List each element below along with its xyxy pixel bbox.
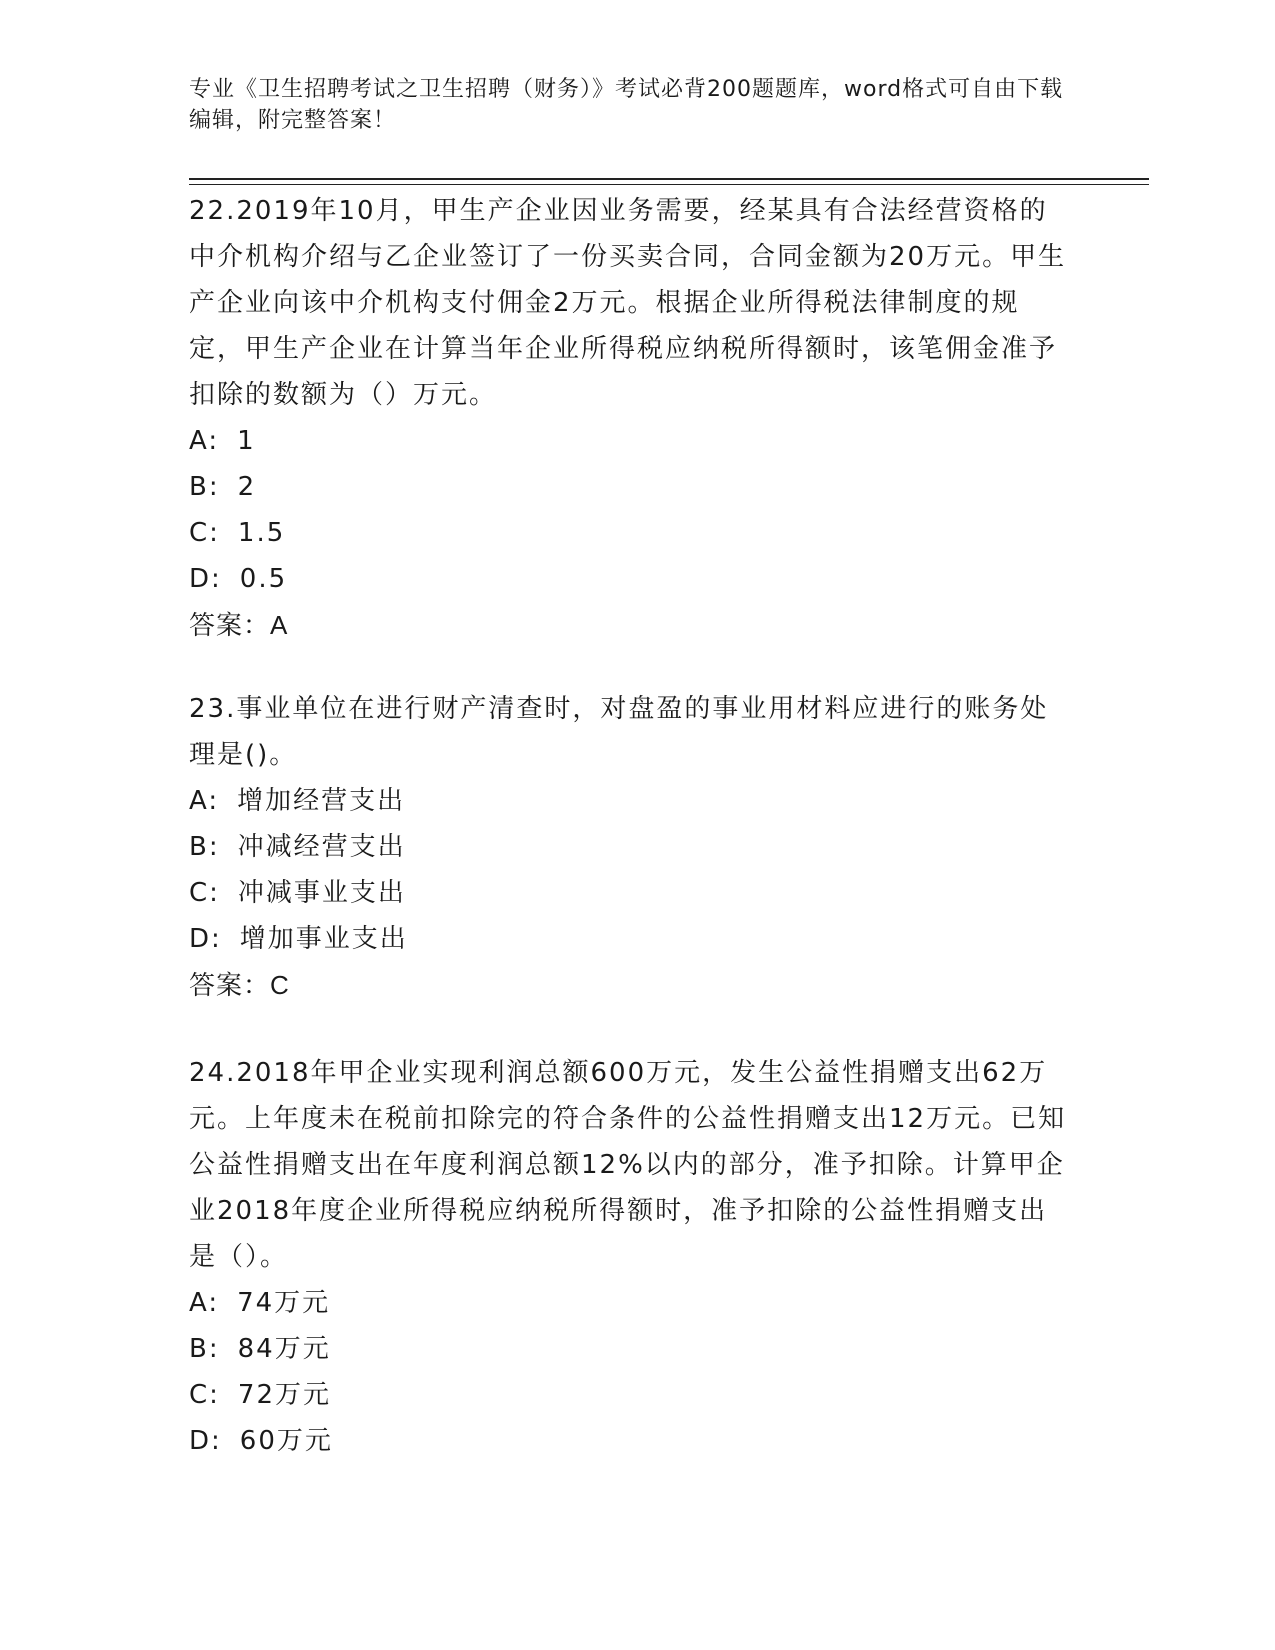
option-d [189,1418,1069,1464]
answer-line: 答案：C [189,970,290,1000]
option-text: 冲减事业支出 [237,878,406,908]
answer-line: 答案：A [189,610,289,640]
question-22 [189,188,1069,648]
option-text: 冲减经营支出 [237,832,406,862]
document-header [189,74,1069,136]
option-letter: D: [189,564,222,594]
option-text: 0.5 [239,564,288,594]
option-letter: B: [189,472,220,502]
option-letter: C: [189,518,220,548]
option-text: 1.5 [237,518,286,548]
option-letter: A: [189,786,220,816]
option-letter: C: [189,878,220,908]
option-letter: C: [189,1380,220,1410]
option-letter: D: [189,1426,222,1456]
question-23 [189,686,1069,1008]
option-text: 1 [237,426,256,456]
question-24 [189,1050,1069,1464]
option-c [189,510,1069,556]
option-c [189,870,1069,916]
question-stem: 24.2018年甲企业实现利润总额600万元，发生公益性捐赠支出62万元。上年度未在税前扣除完的符合条件的公益性捐赠支出12万元。已知公益性捐赠支出在年度利润总额12%以内的部分，准予扣除。计算甲企业2018年度企业所得税应纳税所得额时，准予扣除的公益性捐赠支出是（）。 [189,1058,1067,1272]
option-text: 72万元 [237,1380,332,1410]
option-b [189,1326,1069,1372]
option-d [189,556,1069,602]
option-text: 60万元 [239,1426,333,1456]
option-text: 74万元 [237,1288,331,1318]
option-text: 2 [237,472,257,502]
option-d [189,916,1069,962]
option-letter: B: [189,1334,220,1364]
option-a [189,418,1069,464]
header-divider-top [189,178,1149,180]
option-a [189,1280,1069,1326]
question-stem: 23.事业单位在进行财产清查时，对盘盈的事业用材料应进行的账务处理是()。 [189,694,1049,770]
option-text: 84万元 [237,1334,331,1364]
option-a [189,778,1069,824]
header-divider-bottom [189,184,1149,185]
option-letter: B: [189,832,220,862]
option-c [189,1372,1069,1418]
option-letter: A: [189,426,220,456]
header-text: 专业《卫生招聘考试之卫生招聘（财务）》考试必背200题题库，word格式可自由下载编辑，附完整答案！ [189,77,1064,133]
option-b [189,824,1069,870]
option-text: 增加事业支出 [239,924,408,954]
option-b [189,464,1069,510]
option-letter: A: [189,1288,220,1318]
option-text: 增加经营支出 [237,786,406,816]
option-letter: D: [189,924,222,954]
question-stem: 22.2019年10月，甲生产企业因业务需要，经某具有合法经营资格的中介机构介绍与乙企业签订了一份买卖合同，合同金额为20万元。甲生产企业向该中介机构支付佣金2万元。根据企业所得税法律制度的规定，甲生产企业在计算当年企业所得税应纳税所得额时，该笔佣金准予扣除的数额为（）万元。 [189,196,1067,410]
